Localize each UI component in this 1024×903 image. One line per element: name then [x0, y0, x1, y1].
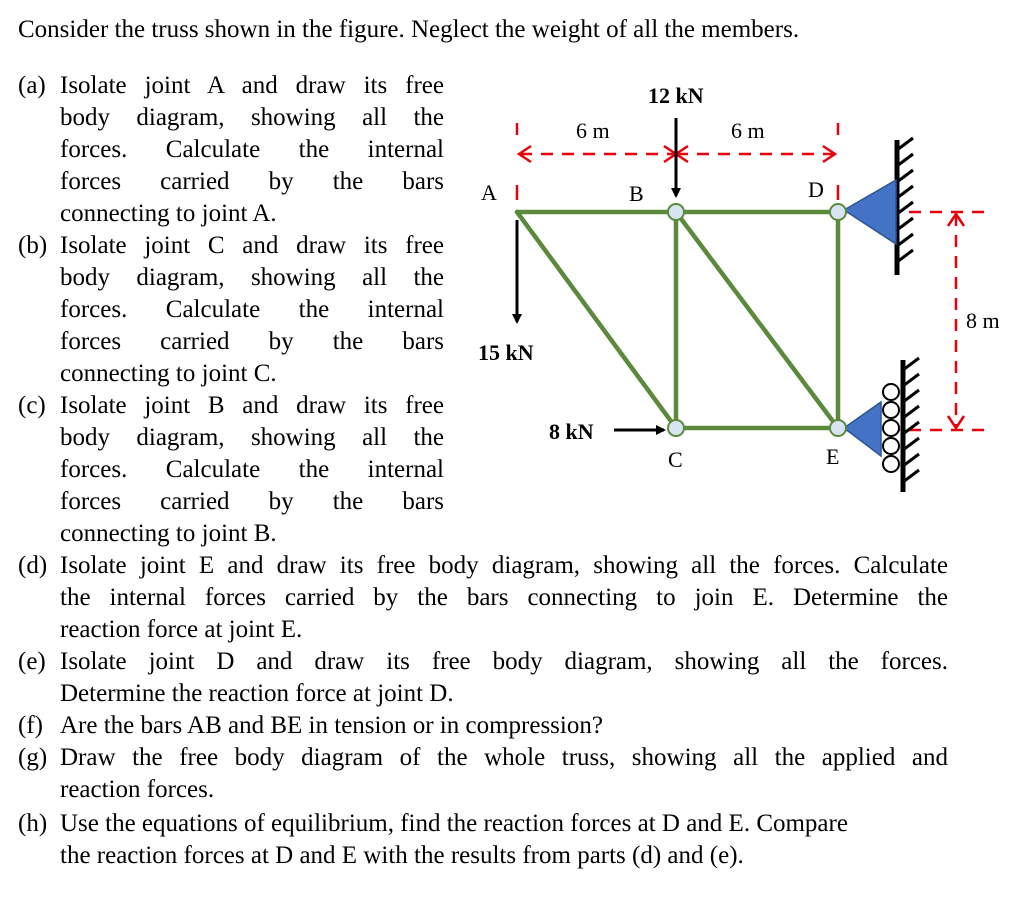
- question-b-line-5: connecting to joint C.: [60, 360, 277, 387]
- question-d-line-3: reaction force at joint E.: [60, 616, 303, 643]
- rollers-e: [883, 384, 899, 472]
- question-f-label: (f): [18, 712, 43, 739]
- question-h-line-1: Use the equations of equilibrium, find the reaction forces at D and E. Compare: [60, 810, 848, 837]
- question-h-label: (h): [18, 810, 48, 837]
- joint-c: [668, 420, 684, 436]
- question-h-line-2: the reaction forces at D and E with the results from parts (d) and (e).: [60, 842, 744, 869]
- question-a-line-1: Isolate joint A and draw its free: [60, 72, 444, 99]
- loads: [517, 118, 676, 430]
- question-b-line-1: Isolate joint C and draw its free: [60, 232, 444, 259]
- dim-label-height: 8 m: [966, 308, 1000, 333]
- question-e: [18, 646, 948, 710]
- question-a-line-5: connecting to joint A.: [60, 200, 277, 227]
- question-d: [18, 550, 948, 646]
- question-a-line-2: body diagram, showing all the: [60, 104, 444, 131]
- member-ac: [517, 212, 676, 428]
- question-e-line-2: Determine the reaction force at joint D.: [60, 680, 454, 707]
- question-a-line-3: forces. Calculate the internal: [60, 136, 444, 163]
- question-c-line-4: forces carried by the bars: [60, 488, 444, 515]
- question-d-label: (d): [18, 552, 48, 579]
- question-g-line-1: Draw the free body diagram of the whole truss, showing all the applied and: [60, 744, 948, 771]
- dim-label-span1: 6 m: [576, 118, 610, 143]
- joint-label-d: D: [808, 177, 824, 202]
- load-label-12kn: 12 kN: [648, 83, 704, 108]
- support-triangle-e: [844, 402, 881, 456]
- question-c-line-1: Isolate joint B and draw its free: [60, 392, 444, 419]
- question-f-line-1: Are the bars AB and BE in tension or in compression?: [60, 712, 603, 739]
- question-b-line-3: forces. Calculate the internal: [60, 296, 444, 323]
- dim-arrow-down: [948, 416, 964, 428]
- member-be: [676, 212, 838, 428]
- question-b: [18, 230, 444, 390]
- question-g-line-2: reaction forces.: [60, 776, 215, 803]
- dim-label-span2: 6 m: [731, 118, 765, 143]
- joint-label-a: A: [481, 180, 497, 205]
- question-g-label: (g): [18, 744, 48, 771]
- question-d-line-1: Isolate joint E and draw its free body diagram, showing all the forces. Calculate: [60, 552, 948, 579]
- joint-e: [830, 420, 846, 436]
- question-c-line-5: connecting to joint B.: [60, 520, 277, 547]
- pin-support-d: [844, 138, 913, 275]
- question-h: [18, 808, 948, 872]
- question-d-line-2: the internal forces carried by the bars connecting to join E. Determine the: [60, 584, 948, 611]
- question-c-line-2: body diagram, showing all the: [60, 424, 444, 451]
- question-f: [18, 710, 948, 742]
- joint-label-e: E: [826, 444, 840, 469]
- question-c-line-3: forces. Calculate the internal: [60, 456, 444, 483]
- question-g: [18, 742, 948, 806]
- question-c-label: (c): [18, 392, 46, 419]
- load-label-15kn: 15 kN: [478, 340, 534, 365]
- question-b-label: (b): [18, 232, 48, 259]
- question-a-label: (a): [18, 72, 46, 99]
- truss-members: [517, 212, 838, 428]
- question-c: [18, 390, 444, 550]
- question-b-line-2: body diagram, showing all the: [60, 264, 444, 291]
- question-e-line-1: Isolate joint D and draw its free body diagram, showing all the forces.: [60, 648, 948, 675]
- question-a: [18, 70, 444, 230]
- joint-b: [668, 204, 684, 220]
- question-b-line-4: forces carried by the bars: [60, 328, 444, 355]
- question-e-label: (e): [18, 648, 46, 675]
- question-a-line-4: forces carried by the bars: [60, 168, 444, 195]
- support-triangle-d: [844, 180, 896, 244]
- roller-support-e: [844, 358, 919, 492]
- joint-label-b: B: [629, 181, 644, 206]
- truss-figure: [460, 80, 1020, 540]
- joint-d: [830, 204, 846, 220]
- joint-label-c: C: [668, 447, 683, 472]
- load-label-8kn: 8 kN: [549, 419, 594, 444]
- problem-intro: Consider the truss shown in the figure. Neglect the weight of all the members.: [18, 16, 800, 43]
